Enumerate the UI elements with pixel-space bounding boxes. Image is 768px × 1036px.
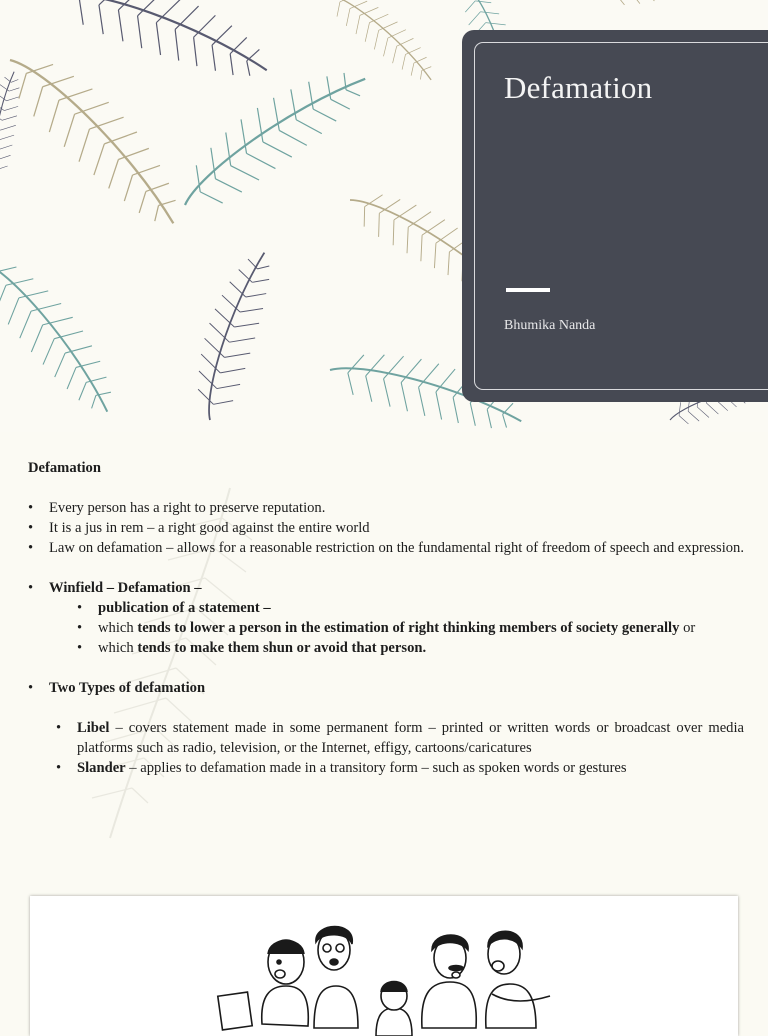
content-heading: Defamation — [28, 460, 101, 476]
title-slide — [0, 0, 768, 432]
slander-item — [56, 758, 744, 778]
bullet-item: • It is a jus in rem – a right good against the entire world — [28, 518, 744, 538]
winfield-subpoints — [77, 598, 744, 658]
libel-item — [56, 718, 744, 758]
cartoon-slide — [30, 896, 738, 1036]
title-divider — [506, 288, 550, 292]
person-body — [262, 986, 309, 1026]
newspaper — [218, 992, 252, 1030]
libel-term: Libel — [77, 720, 110, 736]
which-text: which — [98, 620, 138, 636]
intro-bullets — [28, 498, 744, 558]
slander-description: – applies to defamation made in a transitory form – such as spoken words or gestures — [125, 760, 627, 776]
publication-text: publication of a statement – — [98, 600, 271, 616]
bullet-item: • Every person has a right to preserve reputation. — [28, 498, 744, 518]
types-label: Two Types of defamation — [49, 680, 206, 696]
slander-term: Slander — [77, 760, 126, 776]
slide-title: Defamation — [504, 70, 653, 105]
winfield-publication — [77, 598, 744, 618]
bullet-item: • Law on defamation – allows for a reasonable restriction on the fundamental right of freedom of speech and expression. — [28, 538, 744, 558]
gossip-cartoon-image — [30, 896, 738, 1036]
content-slide — [0, 448, 768, 868]
winfield-label: Winfield – Defamation – — [49, 580, 202, 596]
types-list — [56, 718, 744, 778]
winfield-bullet — [28, 578, 744, 658]
shun-avoid-text: tends to make them shun or avoid that person. — [137, 640, 427, 656]
winfield-definition — [28, 578, 744, 658]
winfield-which-1 — [77, 618, 744, 638]
libel-description: – covers statement made in some permanent form – printed or written words or broadcast over media platforms such as radio, television, or the Internet, effigy, cartoons/caricatures — [77, 720, 744, 756]
or-text: or — [679, 620, 696, 636]
winfield-which-2 — [77, 638, 744, 658]
content-body — [28, 458, 744, 778]
lower-estimation-text: tends to lower a person in the estimation of right thinking members of society generally — [137, 620, 680, 636]
title-card — [462, 30, 768, 402]
which-text: which — [98, 640, 138, 656]
types-bullet — [28, 678, 744, 698]
author-name: Bhumika Nanda — [504, 318, 596, 333]
types-section — [28, 678, 744, 698]
